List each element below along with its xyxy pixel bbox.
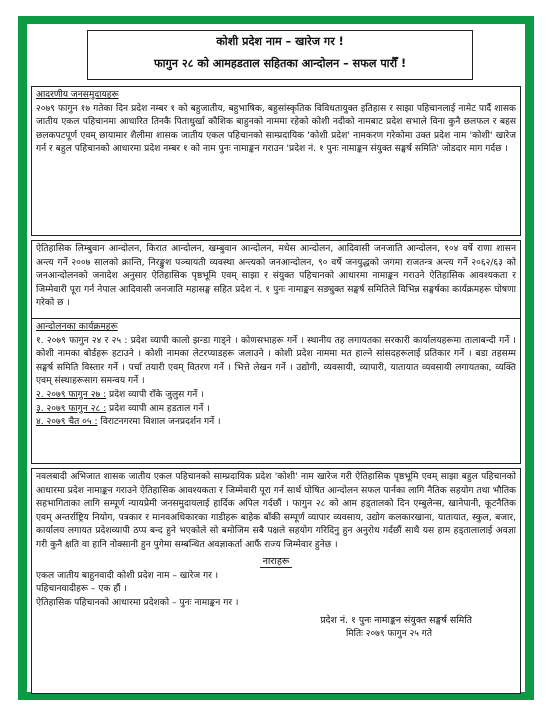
appeal-paragraph: नवलबादी अभिजात शासक जातीय एकल पहिचानको साम्प्रदायिक प्रदेश 'कोशी' नाम खारेज गरी ऐतिहासिक पृष्ठभूमि एवम् साझा बहुल पहिचानको आधारमा प्रदेश नामाङ्कन गराउने ऐतिहासिक आवश्यकता र जिम्मेवारी पूरा गर्न सार्थ घोषित आन्दोलन सफल पार्नका लागि नैतिक सहयोग तथा भौतिक सहभागिताका लागि सम्पूर्ण न्यायप्रेमी जनसमुदायलाई हार्दिक अपिल गर्दछौं । फागुन २८ को आम हड्तालको दिन एम्बुलेन्स, खानेपानी, कूटनैतिक एवम् अन्तर्राष्ट्रिय नियोग, पत्रकार र मानवअधिकारका गाडीहरू बाहेक बाँकी सम्पूर्ण व्यापार व्यवसाय, उद्योग कलकारखाना, यातायात, स्कुल, बजार, कार्यालय लगायत प्रदेशव्यापी ठप्प बन्द हुने भएकोले सो बमोजिम सबै पक्षले सहयोग गरिदिनु हुन अनुरोध गर्दछौं साथै यस हाम हड्तालालाई अवज्ञा गरी कुनै क्षति वा हानि नोक्सानी हुन पुगेमा सम्बन्धित अवज्ञाकर्ता आफैं राज्य जिम्मेवार हुनेछ ।	[36, 472, 516, 550]
program-item-2-date: २. २०७९ फागुन २७ :	[36, 389, 107, 400]
program-item-3-date: ३. २०७९ फागुन २८ :	[36, 403, 107, 414]
poster-frame	[18, 16, 534, 700]
history-paragraph: ऐतिहासिक लिम्बुवान आन्दोलन, किरात आन्दोलन, खम्बुवान आन्दोलन, मधेस आन्दोलन, आदिवासी जनजाति आन्दोलन, १०४ वर्षे राणा शासन अन्त्य गर्ने २००७ सालको क्रान्ति, निरङ्कुश पञ्चायती व्यवस्था अन्त्यको जनआन्दोलन, ९० वर्षे जनयुद्धको जगमा राजतन्त्र अन्त्य गर्ने २०६२/६३ को जनआन्दोलनको जनादेश अनुसार ऐतिहासिक पृष्ठभूमि एवम् साझा र संयुक्त पहिचानको आधारमा नामाङ्कन गराउने ऐतिहासिक आवश्यकता र जिम्मेवारी पूरा गर्न नेपाल आदिवासी जनजाति महासङ्घ सहित प्रदेश नं. १ पुनः नामाङ्कन सङ्युक्त सङ्घर्ष समितिले विभिन्न सङ्घर्षका कार्यक्रमहरू घोषणा गरेको छ ।	[36, 244, 516, 309]
program-item-4-date: ४. २०७९ चैत ०५ :	[36, 417, 98, 428]
appeal-box	[31, 468, 521, 694]
program-item-3	[36, 403, 516, 417]
salutation: आदरणीय जनसमुदायहरू	[36, 90, 119, 100]
title-line-2: फागुन २८ को आमहडताल सहितका आन्दोलन – सफल पारौँ !	[153, 57, 407, 70]
footer-date: मितिः २०७९ फागुन २५ गते	[345, 629, 432, 640]
programs-heading: आन्दोलनका कार्यक्रमहरू	[36, 322, 118, 332]
program-item-2	[36, 389, 516, 403]
intro-paragraph: २०७९ फागुन १७ गतेका दिन प्रदेश नम्बर १ को बहुजातीय, बहुभाषिक, बहुसांस्कृतिक विविधतायुक्त इतिहास र साझा पहिचानलाई नामेट पार्दै शासक जातीय एकल पहिचानमा आधारित तिनकै पिताधुर्खा कौशिक बाहुनको नाममा रहेको कोशी नदीको नामबाट प्रदेश सभाले विना कुनै छलफल र बहस छलकपटपूर्ण एवम् छायामार शैलीमा शासक जातीय एकल पहिचानको साम्प्रदायिक 'कोशी प्रदेश' नामकरण गरेकोमा उक्त प्रदेश नाम 'कोशी' खारेज गर्न र बहुल पहिचानको आधारमा प्रदेश नम्बर १ को नाम पुनः नामाङ्कन गराउन 'प्रदेश नं. १ पुनः नामाङ्कन संयुक्त सङ्घर्ष समिति' जोडदार माग गर्दछ ।	[36, 103, 516, 155]
footer-org: प्रदेश नं. १ पुनः नामाङ्कन संयुक्त सङ्घर्ष समिति	[320, 615, 472, 627]
program-item-1: १. २०७९ फागुन २४ र २५ : प्रदेश व्यापी कालो झन्डा गाड्ने । कोणसभाहरू गर्ने । स्थानीय तह लगायतका सरकारी कार्यालयहरूमा तालाबन्दी गर्ने । कोशी नामका बोर्डहरू हटाउने । कोशी नामका लेटरप्याडहरू जलाउने । कोशी प्रदेश नाममा मत हाल्ने सांसदहरूलाई प्रतिकार गर्ने । बडा तहसम्म सङ्घर्ष समिति विस्तार गर्ने । पर्चा तयारी एवम् वितरण गर्ने । भित्ते लेखन गर्ने । उद्योगी, व्यवसायी, व्यापारी, यातायात व्यवसायी लगायतका, व्यक्ति एवम् संस्थाहरूसाग समन्वय गर्ने ।	[36, 335, 516, 387]
intro-box	[31, 86, 521, 236]
title-line-1: कोशी प्रदेश नाम – खारेज गर !	[216, 35, 344, 48]
program-item-4-text: विराटनगरमा विशाल जनप्रदर्शन गर्ने ।	[97, 417, 221, 428]
program-item-3-text: प्रदेश व्यापी आम हडताल गर्ने ।	[106, 403, 210, 414]
slogan-3: ऐतिहासिक पहिचानको आधारमा प्रदेशको – पुनः नामाङ्कन गर ।	[36, 597, 239, 608]
slogan-2: पहिचानवादीहरू – एक हौं ।	[36, 584, 127, 595]
poster-sheet	[27, 24, 525, 692]
slogan-1: एकल जातीय बाहुनवादी कोशी प्रदेश नाम – खारेज गर ।	[36, 570, 219, 581]
slogans-heading: नाराहरू	[260, 556, 293, 568]
program-item-4	[36, 416, 516, 430]
program-item-2-text: प्रदेश व्यापी राँके जुलुस गर्ने ।	[106, 389, 204, 400]
slogans-heading-wrap	[36, 555, 516, 569]
programs-box	[31, 318, 521, 464]
title-box	[87, 30, 473, 80]
